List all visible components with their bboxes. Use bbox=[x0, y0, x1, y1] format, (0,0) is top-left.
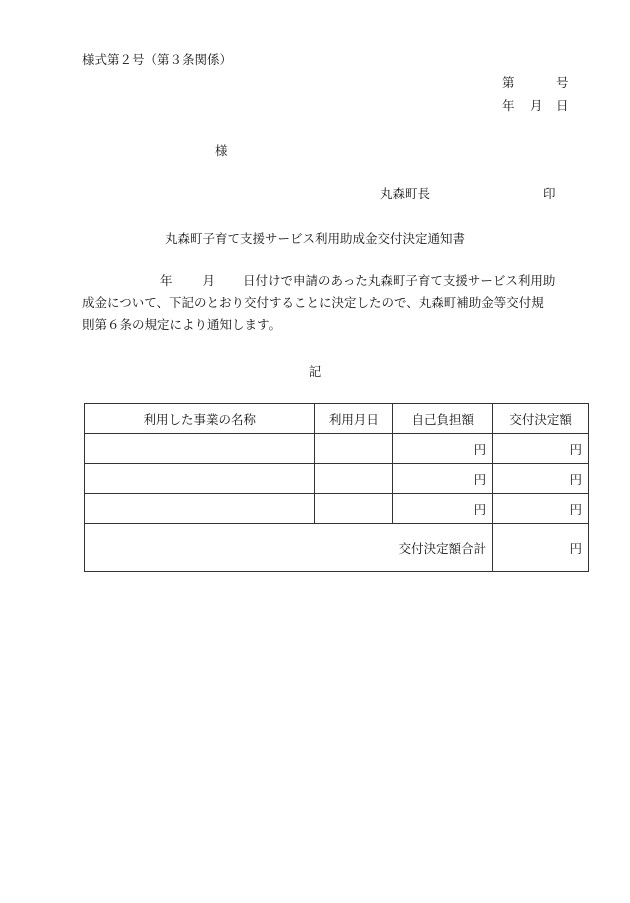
issuer-title: 丸森町長 bbox=[380, 186, 431, 201]
cell-grant-amount[interactable]: 円 bbox=[493, 434, 589, 464]
total-label: 交付決定額合計 bbox=[85, 524, 493, 572]
issue-date bbox=[502, 96, 569, 114]
cell-service-name[interactable] bbox=[85, 494, 315, 524]
cell-grant-amount[interactable]: 円 bbox=[493, 494, 589, 524]
total-row bbox=[85, 524, 589, 572]
date-day: 日 bbox=[556, 98, 569, 113]
cell-usage-date[interactable] bbox=[315, 494, 393, 524]
cell-usage-date[interactable] bbox=[315, 434, 393, 464]
body-month: 月 bbox=[202, 273, 216, 288]
document-title: 丸森町子育て支援サービス利用助成金交付決定通知書 bbox=[164, 231, 465, 246]
body-line-1-text: 日付けで申請のあった丸森町子育て支援サービス利用助 bbox=[243, 273, 556, 288]
cell-self-pay[interactable]: 円 bbox=[393, 464, 493, 494]
cell-service-name[interactable] bbox=[85, 434, 315, 464]
header-service-name: 利用した事業の名称 bbox=[85, 404, 315, 434]
cell-self-pay[interactable]: 円 bbox=[393, 494, 493, 524]
cell-self-pay[interactable]: 円 bbox=[393, 434, 493, 464]
grant-table bbox=[84, 403, 589, 572]
table-row bbox=[85, 434, 589, 464]
body-paragraph bbox=[82, 270, 587, 336]
form-label: 様式第２号（第３条関係） bbox=[82, 52, 233, 67]
number-prefix: 第 bbox=[502, 75, 515, 90]
header-grant-amount: 交付決定額 bbox=[493, 404, 589, 434]
cell-grant-amount[interactable]: 円 bbox=[493, 464, 589, 494]
body-line-3: 則第６条の規定により通知します。 bbox=[82, 317, 282, 332]
seal-mark: 印 bbox=[543, 186, 556, 201]
document-number bbox=[502, 73, 569, 91]
body-line-1 bbox=[82, 270, 587, 292]
body-line-2: 成金について、下記のとおり交付することに決定したので、丸森町補助金等交付規 bbox=[82, 295, 544, 310]
recipient-honorific: 様 bbox=[215, 143, 228, 158]
date-month: 月 bbox=[530, 98, 543, 113]
header-usage-date: 利用月日 bbox=[315, 404, 393, 434]
date-year: 年 bbox=[502, 98, 515, 113]
cell-usage-date[interactable] bbox=[315, 464, 393, 494]
table-row bbox=[85, 494, 589, 524]
number-suffix: 号 bbox=[556, 75, 569, 90]
table-row bbox=[85, 464, 589, 494]
body-year: 年 bbox=[160, 273, 173, 288]
total-value[interactable]: 円 bbox=[493, 524, 589, 572]
ki-heading: 記 bbox=[308, 364, 322, 379]
header-self-pay: 自己負担額 bbox=[393, 404, 493, 434]
cell-service-name[interactable] bbox=[85, 464, 315, 494]
table-header-row bbox=[85, 404, 589, 434]
